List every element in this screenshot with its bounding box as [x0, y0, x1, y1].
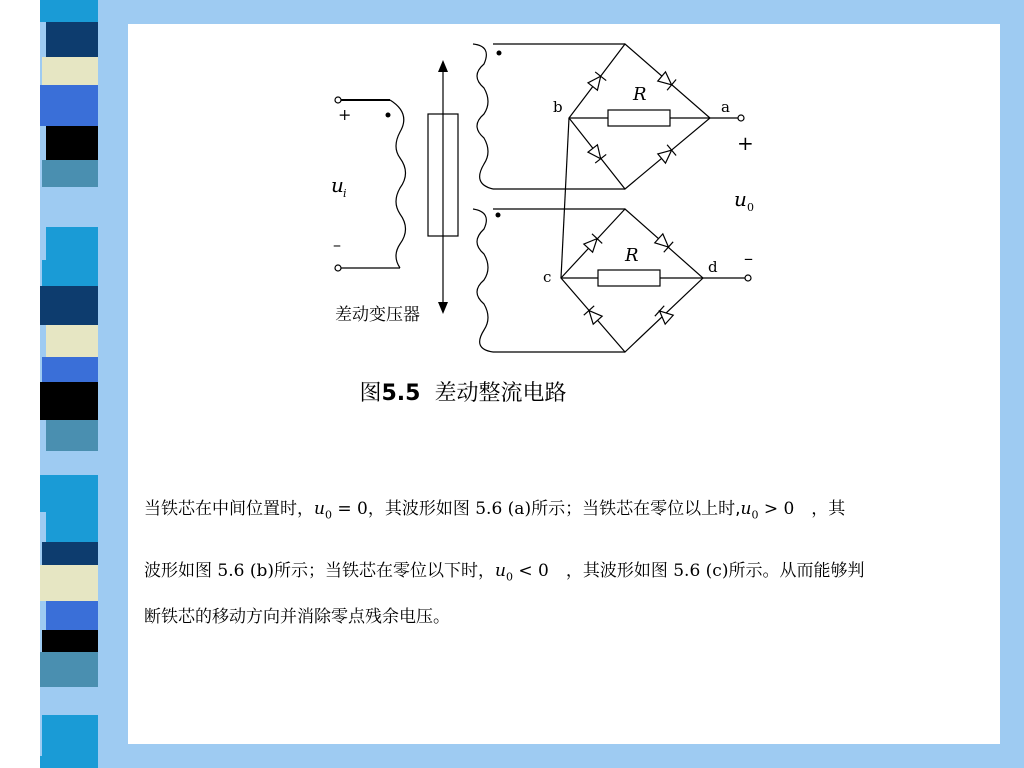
stripe-block — [46, 601, 98, 630]
stripe-block — [46, 420, 98, 451]
stripe-block — [42, 357, 98, 382]
paragraph-line-2 — [144, 556, 984, 583]
stripe-block — [42, 715, 98, 756]
output-plus-label: + — [737, 131, 754, 155]
figure-reference: 5.6 (c) — [667, 561, 729, 581]
caption-prefix: 图 — [359, 381, 382, 406]
stripe-block — [40, 85, 98, 126]
input-voltage-subscript: i — [343, 187, 347, 200]
caption-number: 5.5 — [381, 381, 421, 406]
output-minus-label: – — [744, 248, 753, 269]
input-voltage-label: u — [331, 173, 344, 197]
node-d-label: d — [708, 258, 718, 276]
text-segment: 波形如图 — [144, 561, 212, 581]
math-subscript: 0 — [505, 570, 513, 584]
input-minus-label: – — [333, 235, 341, 254]
math-subscript: 0 — [324, 508, 332, 522]
node-b-label: b — [553, 98, 563, 116]
stripe-block — [40, 286, 98, 325]
text-segment: 所示；当铁芯在零位以下时， — [274, 561, 495, 581]
math-expression: = 0 — [331, 499, 368, 519]
math-symbol: u — [740, 499, 752, 519]
transformer-label: 差动变压器 — [335, 305, 420, 325]
figure-reference: 5.6 (a) — [469, 499, 532, 519]
resistor-top-label: R — [633, 84, 647, 105]
text-segment: 所示；当铁芯在零位以上时, — [531, 499, 741, 519]
figure-caption — [128, 376, 778, 407]
math-symbol: u — [495, 561, 506, 581]
stripe-block — [46, 325, 98, 357]
math-subscript: 0 — [751, 508, 759, 522]
text-segment: ，其波形如图 — [367, 499, 470, 519]
stripe-block — [46, 512, 98, 542]
stripe-block — [40, 565, 98, 601]
stripe-block — [40, 652, 98, 687]
node-c-label: c — [543, 268, 552, 286]
stripe-block — [42, 57, 98, 85]
stripe-block — [40, 187, 98, 227]
output-voltage-subscript: 0 — [747, 201, 754, 214]
text-segment: 所示。从而能够判 — [728, 561, 865, 581]
text-segment: ，其波形如图 — [548, 561, 668, 581]
node-a-label: a — [721, 98, 730, 116]
math-expression: < 0 — [512, 561, 549, 581]
stripe-block — [42, 451, 98, 475]
decorative-stripe-bar — [0, 0, 118, 768]
output-voltage-label: u — [734, 187, 747, 211]
figure-reference: 5.6 (b) — [212, 561, 274, 581]
math-symbol: u — [314, 499, 325, 519]
stripe-block — [40, 475, 98, 512]
input-plus-label: + — [338, 105, 352, 124]
stripe-block — [40, 0, 98, 22]
math-expression: > 0 — [758, 499, 795, 519]
stripe-block — [42, 630, 98, 652]
differential-rectifier-circuit-diagram — [128, 24, 1000, 374]
paragraph-line-3 — [144, 602, 984, 627]
stripe-block — [42, 160, 98, 187]
stripe-block — [46, 687, 98, 715]
stripe-block — [42, 260, 98, 286]
stripe-block — [46, 126, 98, 160]
stripe-block — [46, 227, 98, 260]
text-segment: 断铁芯的移动方向并消除零点残余电压。 — [144, 607, 450, 627]
caption-title: 差动整流电路 — [434, 381, 567, 406]
text-segment: 当铁芯在中间位置时， — [144, 499, 314, 519]
text-segment: ，其 — [794, 499, 846, 519]
stripe-block — [46, 22, 98, 57]
resistor-bottom-label: R — [625, 245, 639, 266]
stripe-block — [42, 542, 98, 565]
paragraph-line-1 — [144, 494, 984, 521]
stripe-block — [40, 756, 98, 768]
slide-content — [128, 24, 1000, 744]
stripe-block — [40, 382, 98, 420]
